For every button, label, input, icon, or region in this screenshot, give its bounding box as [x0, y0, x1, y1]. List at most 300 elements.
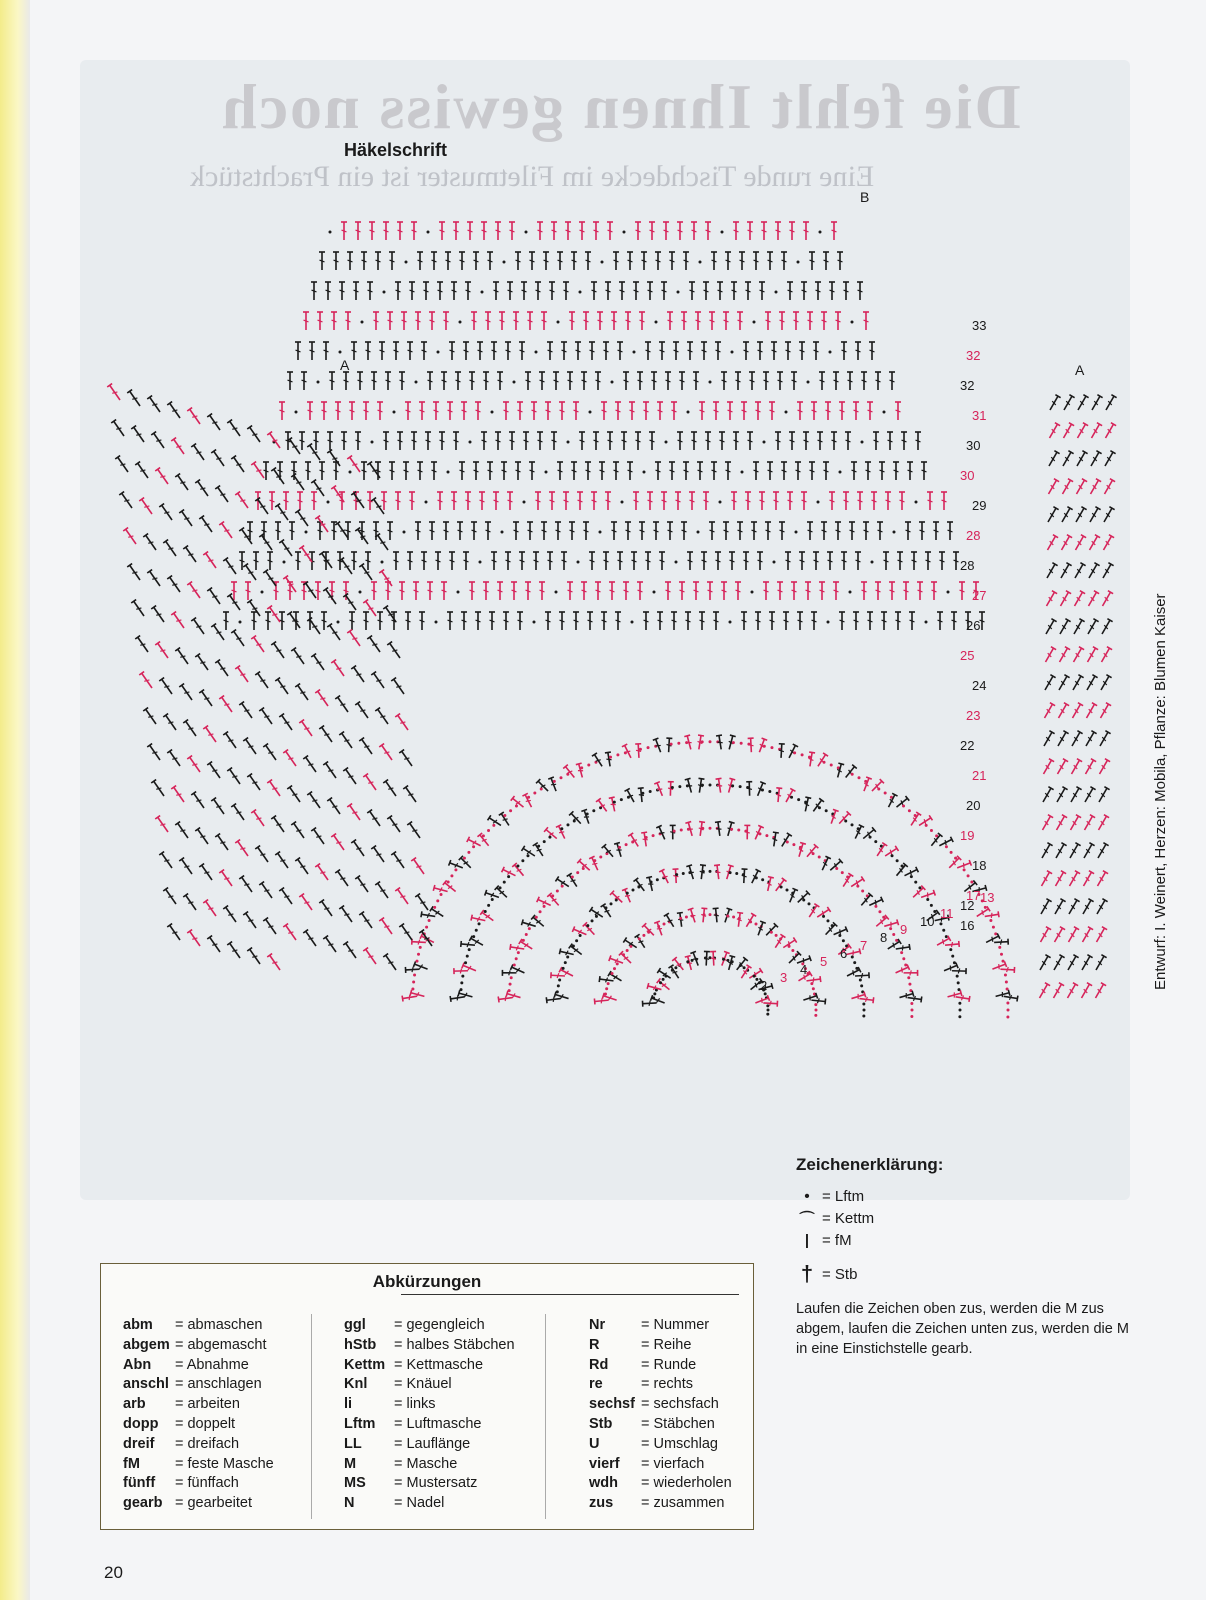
stitch-mark — [207, 588, 222, 606]
chain-dot — [487, 904, 490, 907]
chain-dot — [914, 881, 917, 884]
stitch-mark — [481, 222, 487, 240]
chain-dot — [731, 784, 734, 787]
abbreviation-key: N — [344, 1495, 355, 1512]
stitch-mark — [677, 222, 683, 240]
stitch-mark — [1083, 731, 1096, 748]
stitch-mark — [471, 915, 486, 924]
chain-dot — [763, 745, 766, 748]
stitch-mark — [239, 702, 254, 720]
abbreviation-value: = Lauflänge — [394, 1435, 471, 1452]
round-label: 28 — [960, 558, 975, 573]
stitch-mark — [489, 612, 495, 630]
chain-dot — [586, 813, 589, 816]
chain-dot — [555, 591, 558, 594]
stitch-mark — [303, 312, 309, 330]
chain-dot — [829, 351, 832, 354]
stitch-mark — [529, 462, 535, 480]
stitch-mark — [707, 582, 713, 600]
stitch-mark — [511, 796, 526, 809]
chain-dot — [697, 531, 700, 534]
abbreviation-row — [344, 1495, 515, 1515]
stitch-mark — [355, 876, 370, 894]
chain-dot — [626, 892, 629, 895]
stitch-mark — [1060, 479, 1073, 496]
stitch-mark — [383, 954, 398, 972]
chain-dot — [795, 531, 798, 534]
stitch-mark — [1067, 871, 1080, 888]
chain-dot — [721, 231, 724, 234]
stitch-mark — [909, 612, 915, 630]
stitch-mark — [461, 941, 475, 948]
chain-dot — [851, 823, 854, 826]
stitch-mark — [723, 312, 729, 330]
chain-dot — [437, 351, 440, 354]
stitch-mark — [1041, 759, 1054, 776]
legend-label: = Kettm — [822, 1209, 875, 1227]
stitch-mark — [741, 612, 747, 630]
stitch-mark — [775, 432, 781, 450]
chain-dot — [545, 471, 548, 474]
abbreviation-row — [344, 1396, 515, 1416]
stitch-mark — [361, 252, 367, 270]
stitch-mark — [115, 456, 130, 474]
stitch-mark — [1094, 927, 1107, 944]
abbreviation-key: MS — [344, 1475, 366, 1492]
stitch-mark — [1000, 966, 1014, 973]
stitch-mark — [1073, 507, 1086, 524]
stitch-mark — [365, 552, 371, 570]
stitch-mark — [685, 956, 694, 971]
chain-dot — [577, 561, 580, 564]
stitch-mark — [857, 492, 863, 510]
stitch-mark — [656, 825, 667, 840]
stitch-mark — [627, 462, 633, 480]
stitch-mark — [187, 582, 202, 600]
stitch-mark — [283, 492, 289, 510]
chain-dot — [671, 969, 674, 972]
stitch-mark — [319, 726, 334, 744]
stitch-mark — [493, 492, 499, 510]
chain-dot — [839, 471, 842, 474]
stitch-mark — [1093, 955, 1106, 972]
stitch-mark — [705, 222, 711, 240]
stitch-mark — [579, 222, 585, 240]
stitch-mark — [263, 918, 278, 936]
chain-dot — [566, 823, 569, 826]
stitch-mark — [655, 252, 661, 270]
stitch-mark — [387, 312, 393, 330]
stitch-mark — [163, 714, 178, 732]
stitch-mark — [783, 612, 789, 630]
stitch-mark — [633, 878, 646, 893]
chain-dot — [611, 972, 614, 975]
stitch-mark — [855, 552, 861, 570]
stitch-mark — [952, 968, 966, 974]
stitch-mark — [283, 924, 298, 942]
stitch-mark — [819, 582, 825, 600]
stitch-mark — [135, 462, 150, 480]
stitch-mark — [894, 964, 909, 975]
stitch-mark — [705, 432, 711, 450]
page-title: Häkelschrift — [344, 140, 448, 160]
stitch-mark — [1099, 619, 1112, 636]
round-label: 27 — [972, 588, 987, 603]
stitch-mark — [861, 372, 867, 390]
stitch-mark — [775, 222, 781, 240]
chain-dot — [758, 832, 761, 835]
stitch-mark — [279, 402, 285, 420]
stitch-mark — [283, 750, 298, 768]
stitch-mark — [609, 797, 618, 812]
stitch-mark — [299, 720, 314, 738]
chain-dot — [626, 949, 629, 952]
stitch-mark — [1058, 591, 1071, 608]
stitch-mark — [235, 492, 250, 510]
stitch-mark — [817, 432, 823, 450]
stitch-mark — [1088, 479, 1101, 496]
stitch-mark — [717, 282, 723, 300]
stitch-mark — [631, 552, 637, 570]
chain-dot — [562, 967, 565, 970]
stitch-mark — [463, 342, 469, 360]
stitch-mark — [143, 534, 158, 552]
page-edge — [0, 0, 30, 1600]
stitch-mark — [167, 402, 182, 420]
stitch-mark — [377, 402, 383, 420]
abbreviation-row — [344, 1475, 515, 1495]
stitch-mark — [461, 612, 467, 630]
stitch-mark — [315, 516, 330, 534]
abbreviation-key: dreif — [123, 1435, 155, 1452]
abbreviation-key: Lftm — [344, 1415, 376, 1432]
stitch-mark — [1084, 675, 1097, 692]
stitch-mark — [223, 906, 238, 924]
stitch-mark — [577, 859, 591, 873]
abbreviation-value: = Knäuel — [394, 1376, 452, 1393]
chain-dot — [491, 898, 494, 901]
stitch-mark — [1054, 815, 1067, 832]
chain-dot — [958, 1015, 961, 1018]
stitch-mark — [555, 522, 561, 540]
round-label: 3 — [780, 970, 788, 985]
stitch-mark — [355, 432, 361, 450]
stitch-mark — [921, 462, 927, 480]
stitch-mark — [664, 913, 676, 928]
stitch-mark — [683, 462, 689, 480]
stitch-mark — [385, 372, 391, 390]
stitch-mark — [383, 222, 389, 240]
stitch-mark — [765, 312, 771, 330]
abbreviation-row — [344, 1337, 515, 1357]
chain-dot — [413, 973, 416, 976]
stitch-mark — [781, 462, 787, 480]
stitch-mark — [399, 372, 405, 390]
stitch-mark — [1054, 787, 1067, 804]
stitch-mark — [539, 372, 545, 390]
legend-title: Zeichenerklärung: — [796, 1155, 944, 1174]
stitch-mark — [411, 432, 417, 450]
stitch-mark — [661, 282, 667, 300]
chain-dot — [611, 381, 614, 384]
abbreviation-key: M — [344, 1455, 357, 1472]
stitch-mark — [647, 282, 653, 300]
chain-dot — [361, 321, 364, 324]
stitch-mark — [235, 840, 250, 858]
stitch-mark — [1053, 843, 1066, 860]
stitch-mark — [1057, 647, 1070, 664]
stitch-mark — [147, 744, 162, 762]
stitch-mark — [313, 432, 319, 450]
chain-dot — [775, 934, 778, 937]
stitch-mark — [693, 582, 699, 600]
stitch-mark — [423, 282, 429, 300]
stitch-mark — [813, 342, 819, 360]
stitch-mark — [721, 372, 727, 390]
stitch-mark — [642, 1000, 656, 1007]
round-label: 18 — [972, 858, 987, 873]
chain-dot — [726, 959, 729, 962]
stitch-mark — [603, 552, 609, 570]
stitch-mark — [709, 522, 715, 540]
stitch-mark — [855, 972, 869, 979]
stitch-mark — [881, 612, 887, 630]
symbol-legend — [796, 1155, 1136, 1359]
stitch-mark — [777, 372, 783, 390]
stitch-mark — [123, 528, 138, 546]
stitch-mark — [399, 924, 414, 942]
stitch-mark — [219, 522, 234, 540]
stitch-mark — [1038, 899, 1051, 916]
stitch-mark — [565, 222, 571, 240]
chain-dot — [945, 845, 948, 848]
abbreviation-row — [123, 1396, 274, 1416]
stitch-mark — [291, 822, 306, 840]
stitch-mark — [1043, 619, 1056, 636]
abbreviation-value: = Mustersatz — [394, 1475, 478, 1492]
stitch-mark — [1089, 395, 1102, 412]
stitch-mark — [207, 414, 222, 432]
stitch-mark — [895, 796, 910, 809]
chain-dot — [942, 929, 945, 932]
chain-dot — [631, 621, 634, 624]
chain-dot — [551, 894, 554, 897]
stitch-mark — [199, 516, 214, 534]
stitch-mark — [811, 402, 817, 420]
stitch-mark — [679, 372, 685, 390]
stitch-mark — [303, 756, 318, 774]
stitch-mark — [453, 432, 459, 450]
stitch-mark — [163, 540, 178, 558]
stitch-mark — [875, 582, 881, 600]
chain-dot — [853, 961, 856, 964]
abbreviation-row — [589, 1475, 732, 1495]
chain-dot — [891, 854, 894, 857]
chain-dot — [543, 840, 546, 843]
stitch-mark — [673, 342, 679, 360]
stitch-mark — [745, 282, 751, 300]
stitch-mark — [596, 798, 609, 813]
stitch-mark — [341, 222, 347, 240]
chain-dot — [786, 841, 789, 844]
stitch-mark — [439, 432, 445, 450]
stitch-mark — [247, 426, 262, 444]
chain-dot — [383, 291, 386, 294]
chain-dot — [643, 471, 646, 474]
stitch-mark — [695, 312, 701, 330]
stitch-mark — [1059, 535, 1072, 552]
stitch-mark — [1055, 759, 1068, 776]
stitch-mark — [843, 282, 849, 300]
stitch-mark — [309, 342, 315, 360]
chain-dot — [537, 845, 540, 848]
stitch-mark — [1071, 619, 1084, 636]
stitch-mark — [345, 312, 351, 330]
chain-dot — [575, 939, 578, 942]
chain-dot — [730, 828, 733, 831]
abbreviation-key: Stb — [589, 1415, 613, 1432]
stitch-mark — [735, 582, 741, 600]
chain-dot — [699, 261, 702, 264]
chain-dot — [525, 231, 528, 234]
stitch-mark — [715, 342, 721, 360]
stitch-mark — [820, 856, 831, 871]
stitch-mark — [483, 582, 489, 600]
stitch-mark — [405, 966, 419, 973]
stitch-mark — [536, 779, 550, 793]
chain-dot — [751, 591, 754, 594]
stitch-mark — [744, 825, 750, 839]
chain-dot — [862, 1015, 865, 1018]
stitch-mark — [917, 582, 923, 600]
chain-dot — [526, 854, 529, 857]
stitch-mark — [259, 882, 274, 900]
stitch-mark — [783, 788, 795, 803]
stitch-mark — [375, 534, 390, 552]
chain-dot — [731, 351, 734, 354]
stitch-mark — [415, 312, 421, 330]
chain-dot — [860, 984, 863, 987]
round-label: 21 — [972, 768, 987, 783]
stitch-mark — [1066, 927, 1079, 944]
chain-dot — [709, 740, 712, 743]
round-label: 2 — [760, 978, 768, 993]
stitch-mark — [645, 552, 651, 570]
chain-dot — [709, 827, 712, 830]
chain-dot — [949, 948, 952, 951]
stitch-mark — [475, 612, 481, 630]
stitch-mark — [531, 402, 537, 420]
stitch-mark — [733, 432, 739, 450]
chain-dot — [649, 790, 652, 793]
stitch-mark — [271, 642, 286, 660]
stitch-mark — [401, 312, 407, 330]
stitch-mark — [1042, 675, 1055, 692]
stitch-mark — [295, 342, 301, 360]
stitch-mark — [947, 522, 953, 540]
stitch-mark — [577, 492, 583, 510]
stitch-mark — [839, 402, 845, 420]
stitch-mark — [515, 462, 521, 480]
stitch-mark — [959, 582, 965, 600]
stitch-mark — [767, 462, 773, 480]
chain-dot — [653, 591, 656, 594]
chain-dot — [984, 906, 987, 909]
stitch-mark — [522, 793, 534, 808]
chain-dot — [915, 501, 918, 504]
stitch-mark — [899, 991, 914, 1001]
round-label: 31 — [972, 408, 987, 423]
stitch-mark — [501, 462, 507, 480]
chain-dot — [814, 1003, 817, 1006]
chain-dot — [436, 899, 439, 902]
stitch-mark — [837, 811, 851, 825]
chain-dot — [818, 856, 821, 859]
stitch-mark — [505, 552, 511, 570]
stitch-mark — [421, 911, 436, 919]
stitch-mark — [591, 492, 597, 510]
stitch-mark — [765, 877, 774, 892]
stitch-mark — [861, 582, 867, 600]
stitch-mark — [1040, 787, 1053, 804]
stitch-mark — [1051, 955, 1064, 972]
stitch-mark — [119, 492, 134, 510]
stitch-mark — [155, 642, 170, 660]
stitch-mark — [583, 522, 589, 540]
stitch-mark — [1003, 993, 1018, 1001]
stitch-mark — [994, 939, 1008, 946]
stitch-mark — [726, 956, 735, 971]
chain-dot — [1006, 1016, 1009, 1019]
chain-dot — [604, 906, 607, 909]
stitch-mark — [365, 342, 371, 360]
chain-dot — [652, 996, 655, 999]
chain-dot — [633, 351, 636, 354]
chain-dot — [579, 291, 582, 294]
round-label: 23 — [966, 708, 981, 723]
stitch-mark — [685, 822, 695, 837]
stitch-mark — [327, 450, 342, 468]
chain-dot — [869, 836, 872, 839]
stitch-mark — [127, 390, 142, 408]
chain-dot — [743, 966, 746, 969]
stitch-mark — [275, 678, 290, 696]
stitch-mark — [473, 462, 479, 480]
stitch-mark — [685, 612, 691, 630]
stitch-mark — [569, 944, 584, 957]
chain-dot — [533, 792, 536, 795]
stitch-mark — [289, 522, 295, 540]
stitch-mark — [886, 793, 898, 808]
chain-dot — [523, 501, 526, 504]
chain-dot — [851, 773, 854, 776]
chain-dot — [807, 902, 810, 905]
stitch-mark — [139, 498, 154, 516]
stitch-mark — [541, 312, 547, 330]
abbreviation-value: = vierfach — [641, 1455, 705, 1472]
stitch-mark — [517, 402, 523, 420]
stitch-mark — [353, 282, 359, 300]
stitch-mark — [159, 678, 174, 696]
stitch-mark — [803, 432, 809, 450]
stitch-mark — [402, 993, 417, 1001]
chain-dot — [461, 975, 464, 978]
abbreviation-value: = abmaschen — [175, 1317, 263, 1333]
chain-dot — [770, 931, 773, 934]
stitch-mark — [563, 765, 576, 780]
chain-dot — [1004, 973, 1007, 976]
stitch-mark — [167, 750, 182, 768]
